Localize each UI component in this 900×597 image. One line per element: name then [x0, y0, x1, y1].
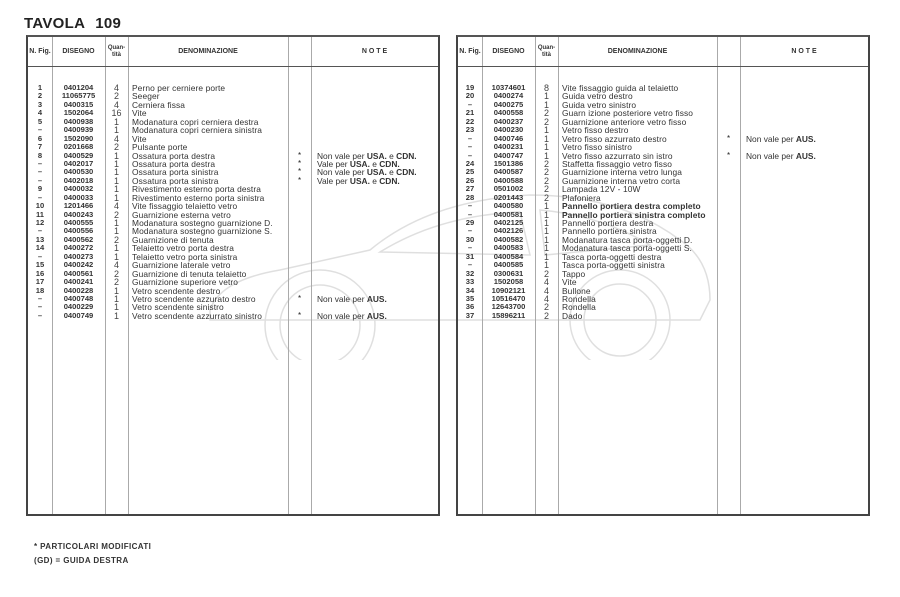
quantity-cell: 2 — [543, 167, 549, 178]
denominazione-cell: Vetro fisso sinistro — [562, 142, 632, 153]
fig-cell: 10 — [35, 201, 45, 211]
fig-cell: 33 — [465, 277, 475, 287]
disegno-cell: 0400749 — [63, 310, 94, 320]
disegno-cell: 0400555 — [63, 218, 94, 227]
fig-cell: – — [467, 133, 473, 143]
disegno-cell: 0401204 — [63, 83, 94, 92]
quantity-cell: 1 — [113, 243, 119, 254]
disegno-cell: 0400241 — [63, 277, 94, 287]
footer-note-modified: * PARTICOLARI MODIFICATI — [34, 542, 152, 551]
rows-right — [458, 84, 868, 320]
disegno-cell: 1201466 — [63, 201, 94, 211]
fig-cell: 7 — [37, 142, 43, 152]
fig-cell: 12 — [35, 218, 45, 227]
disegno-cell: 0501002 — [493, 184, 524, 194]
denominazione-cell: Rondella — [562, 302, 596, 313]
quantity-cell: 1 — [113, 293, 119, 304]
fig-cell: – — [37, 226, 43, 236]
denominazione-cell: Vetro scendente sinistro — [132, 302, 224, 313]
header-denominazione: DENOMINAZIONE — [607, 47, 668, 55]
disegno-cell: 0400581 — [493, 209, 524, 219]
quantity-cell: 1 — [543, 234, 549, 245]
fig-cell: 1 — [37, 83, 43, 92]
denominazione-cell: Vetro scendente azzurato destro — [132, 293, 256, 304]
quantity-cell: 2 — [113, 142, 119, 153]
disegno-cell: 0400230 — [493, 125, 524, 135]
quantity-cell: 1 — [113, 184, 119, 195]
denominazione-cell: Bullone — [562, 285, 591, 296]
quantity-cell: 4 — [113, 99, 119, 110]
fig-cell: 19 — [465, 83, 475, 92]
denominazione-cell: Vetro fisso destro — [562, 125, 629, 136]
denominazione-cell: Seeger — [132, 91, 160, 102]
quantity-cell: 2 — [113, 209, 119, 220]
fig-cell: – — [467, 99, 473, 109]
denominazione-cell: Ossatura porta sinistra — [132, 175, 219, 186]
disegno-cell: 0402125 — [493, 218, 524, 227]
table-header — [28, 37, 438, 67]
header-denominazione: DENOMINAZIONE — [178, 47, 238, 55]
denominazione-cell: Modanatura sostegno guarnizione D. — [132, 218, 273, 228]
modified-marker: * — [726, 150, 731, 160]
denominazione-cell: Tasca porta-oggetti sinistra — [562, 260, 665, 271]
fig-cell: 22 — [465, 116, 475, 126]
disegno-cell: 0400748 — [63, 293, 94, 303]
quantity-cell: 4 — [543, 293, 549, 304]
denominazione-cell: Dado — [562, 310, 583, 321]
note-cell: Non vale per USA. e CDN. — [317, 150, 417, 161]
modified-marker: * — [297, 293, 302, 303]
disegno-cell: 0400273 — [63, 251, 94, 261]
disegno-cell: 0400588 — [493, 175, 524, 185]
quantity-cell: 1 — [113, 116, 119, 127]
fig-cell: 18 — [35, 285, 45, 295]
modified-marker: * — [297, 158, 302, 168]
quantity-cell: 1 — [543, 150, 549, 161]
fig-cell: – — [37, 158, 43, 168]
modified-marker: * — [297, 167, 302, 177]
quantity-cell: 2 — [113, 234, 119, 245]
disegno-cell: 0402017 — [63, 158, 94, 168]
disegno-cell: 0400746 — [493, 133, 524, 143]
quantity-cell: 1 — [113, 218, 119, 228]
header-quantita: Quan- tità — [107, 44, 126, 58]
quantity-cell: 2 — [543, 108, 549, 119]
denominazione-cell: Telaietto vetro porta destra — [132, 243, 234, 254]
denominazione-cell: Guarnizione di tenuta telaietto — [132, 268, 247, 279]
disegno-cell: 0400033 — [63, 192, 94, 202]
denominazione-cell: Guarnizione interna vetro lunga — [562, 167, 682, 178]
quantity-cell: 4 — [113, 260, 119, 271]
disegno-cell: 0400556 — [63, 226, 94, 236]
denominazione-cell: Vetro fisso azzurrato sin istro — [562, 150, 673, 161]
quantity-cell: 1 — [543, 209, 549, 220]
quantity-cell: 16 — [111, 108, 122, 119]
disegno-cell: 0400229 — [63, 302, 94, 312]
header-fig: N. Fig. — [29, 47, 51, 55]
fig-cell: 28 — [465, 192, 475, 202]
fig-cell: 30 — [465, 234, 475, 244]
quantity-cell: 1 — [113, 310, 119, 321]
table-row — [458, 312, 868, 320]
header-note: N O T E — [791, 47, 817, 55]
quantity-cell: 1 — [543, 125, 549, 136]
quantity-cell: 2 — [543, 302, 549, 313]
disegno-cell: 0400561 — [63, 268, 94, 278]
denominazione-cell: Guida vetro destro — [562, 91, 633, 102]
fig-cell: 23 — [465, 125, 475, 135]
quantity-cell: 2 — [543, 175, 549, 186]
quantity-cell: 1 — [113, 125, 119, 136]
denominazione-cell: Staffetta fissaggio vetro fisso — [562, 158, 673, 169]
fig-cell: – — [37, 175, 43, 185]
denominazione-cell: Ossatura porta destra — [132, 150, 216, 161]
rows-left — [28, 84, 438, 320]
denominazione-cell: Tappo — [562, 268, 586, 279]
fig-cell: 3 — [37, 99, 43, 109]
fig-cell: – — [37, 251, 43, 261]
denominazione-cell: Vite — [132, 108, 147, 119]
denominazione-cell: Modanatura copri cerniera destra — [132, 116, 259, 127]
denominazione-cell: Plafoniera — [562, 192, 601, 203]
disegno-cell: 10902121 — [491, 285, 526, 295]
quantity-cell: 1 — [543, 91, 549, 102]
disegno-cell: 0400580 — [493, 201, 524, 211]
fig-cell: 24 — [465, 158, 475, 168]
denominazione-cell: Vite fissaggio telaietto vetro — [132, 201, 238, 212]
quantity-cell: 2 — [543, 116, 549, 127]
quantity-cell: 1 — [543, 218, 549, 228]
fig-cell: 8 — [37, 150, 43, 160]
disegno-cell: 0400243 — [63, 209, 94, 219]
fig-cell: 31 — [465, 251, 475, 261]
quantity-cell: 1 — [543, 260, 549, 271]
denominazione-cell: Rivestimento esterno porta sinistra — [132, 192, 265, 203]
denominazione-cell: Guarnizione anteriore vetro fisso — [562, 116, 687, 127]
disegno-cell: 1502090 — [63, 133, 94, 143]
header-note: N O T E — [361, 47, 388, 55]
header-quantita: Quan- tità — [537, 44, 556, 58]
header-disegno: DISEGNO — [62, 47, 95, 55]
fig-cell: 14 — [35, 243, 45, 253]
disegno-cell: 0400582 — [493, 234, 524, 244]
denominazione-cell: Guarnizione esterna vetro — [132, 209, 231, 220]
note-cell: Non vale per AUS. — [317, 293, 387, 304]
denominazione-cell: Vite — [562, 277, 577, 288]
quantity-cell: 1 — [113, 167, 119, 178]
title-label: TAVOLA — [24, 15, 86, 32]
fig-cell: – — [467, 243, 473, 253]
table-header — [458, 37, 868, 67]
fig-cell: 20 — [465, 91, 475, 101]
header-disegno: DISEGNO — [492, 47, 525, 55]
disegno-cell: 0400562 — [63, 234, 94, 244]
quantity-cell: 1 — [543, 201, 549, 212]
disegno-cell: 12643700 — [491, 302, 526, 312]
denominazione-cell: Modanatura copri cerniera sinistra — [132, 125, 263, 136]
denominazione-cell: Rondella — [562, 293, 596, 304]
denominazione-cell: Ossatura porta sinistra — [132, 167, 219, 178]
disegno-cell: 0402018 — [63, 175, 94, 185]
denominazione-cell: Cerniera fissa — [132, 99, 186, 110]
fig-cell: 16 — [35, 268, 45, 278]
denominazione-cell: Guida vetro sinistro — [562, 99, 637, 110]
fig-cell: – — [467, 226, 473, 236]
fig-cell: 9 — [37, 184, 43, 194]
disegno-cell: 0400315 — [63, 99, 94, 109]
quantity-cell: 1 — [543, 226, 549, 237]
fig-cell: 15 — [35, 260, 45, 270]
note-cell: Vale per USA. e CDN. — [317, 175, 400, 186]
disegno-cell: 0400584 — [493, 251, 524, 261]
fig-cell: 5 — [37, 116, 43, 126]
quantity-cell: 1 — [543, 133, 549, 144]
quantity-cell: 2 — [113, 268, 119, 279]
parts-table-right — [456, 35, 870, 516]
disegno-cell: 0400530 — [63, 167, 94, 177]
fig-cell: 34 — [465, 285, 475, 295]
disegno-cell: 0201668 — [63, 142, 94, 152]
fig-cell: – — [37, 293, 43, 303]
denominazione-cell: Rivestimento esterno porta destra — [132, 184, 261, 195]
fig-cell: – — [467, 260, 473, 270]
quantity-cell: 2 — [113, 91, 119, 102]
quantity-cell: 1 — [113, 150, 119, 161]
parts-table-left — [26, 35, 440, 516]
disegno-cell: 10374601 — [491, 83, 526, 92]
disegno-cell: 0400242 — [63, 260, 94, 270]
disegno-cell: 0400938 — [63, 116, 94, 126]
denominazione-cell: Pannello portiera sinistra completo — [562, 209, 706, 220]
disegno-cell: 0400583 — [493, 243, 524, 253]
header-fig: N. Fig. — [459, 47, 481, 55]
disegno-cell: 1501386 — [493, 158, 524, 168]
quantity-cell: 8 — [543, 83, 549, 93]
modified-marker: * — [297, 150, 302, 160]
quantity-cell: 2 — [113, 277, 119, 288]
disegno-cell: 0201443 — [493, 192, 524, 202]
fig-cell: 6 — [37, 133, 43, 143]
quantity-cell: 2 — [543, 192, 549, 203]
denominazione-cell: Vite fissaggio guida al telaietto — [562, 83, 679, 93]
page-title — [24, 15, 121, 32]
denominazione-cell: Modanatura sostegno guarnizione S. — [132, 226, 273, 237]
quantity-cell: 1 — [543, 243, 549, 254]
fig-cell: 26 — [465, 175, 475, 185]
fig-cell: – — [467, 201, 473, 211]
disegno-cell: 11065775 — [61, 91, 96, 101]
quantity-cell: 1 — [543, 251, 549, 262]
quantity-cell: 2 — [543, 310, 549, 321]
disegno-cell: 0400939 — [63, 125, 94, 135]
quantity-cell: 2 — [543, 184, 549, 195]
disegno-cell: 0400274 — [493, 91, 524, 101]
quantity-cell: 1 — [543, 142, 549, 153]
quantity-cell: 4 — [543, 285, 549, 296]
table-row — [28, 312, 438, 320]
modified-marker: * — [726, 133, 731, 143]
fig-cell: – — [467, 209, 473, 219]
fig-cell: 29 — [465, 218, 475, 227]
note-cell: Non vale per AUS. — [317, 310, 387, 321]
fig-cell: 17 — [35, 277, 45, 287]
quantity-cell: 1 — [113, 251, 119, 262]
fig-cell: – — [37, 302, 43, 312]
denominazione-cell: Pannello portiera destra completo — [562, 201, 701, 212]
denominazione-cell: Pulsante porte — [132, 142, 188, 153]
footer-note-gd: (GD) = GUIDA DESTRA — [34, 556, 129, 565]
fig-cell: – — [37, 310, 43, 320]
quantity-cell: 2 — [543, 268, 549, 279]
title-number: 109 — [95, 15, 122, 32]
fig-cell: 36 — [465, 302, 475, 312]
denominazione-cell: Pannello portiera sinistra — [562, 226, 657, 237]
denominazione-cell: Ossatura porta destra — [132, 158, 216, 169]
quantity-cell: 4 — [543, 277, 549, 288]
denominazione-cell: Vetro scendente azzurrato sinistro — [132, 310, 263, 321]
denominazione-cell: Perno per cerniere porte — [132, 83, 226, 93]
disegno-cell: 0400228 — [63, 285, 94, 295]
note-cell: Non vale per AUS. — [746, 133, 816, 144]
fig-cell: 11 — [35, 209, 45, 219]
denominazione-cell: Pannello portiera destra — [562, 218, 654, 228]
fig-cell: – — [37, 192, 43, 202]
quantity-cell: 1 — [543, 99, 549, 110]
quantity-cell: 2 — [543, 158, 549, 169]
disegno-cell: 10516470 — [491, 293, 526, 303]
denominazione-cell: Vetro fisso azzurrato destro — [562, 133, 667, 144]
fig-cell: – — [467, 142, 473, 152]
fig-cell: 32 — [465, 268, 475, 278]
note-cell: Non vale per AUS. — [746, 150, 816, 161]
disegno-cell: 0400558 — [493, 108, 524, 118]
denominazione-cell: Guarnizione superiore vetro — [132, 277, 239, 288]
modified-marker: * — [297, 310, 302, 320]
fig-cell: 37 — [465, 310, 475, 320]
fig-cell: 21 — [465, 108, 475, 118]
disegno-cell: 0400587 — [493, 167, 524, 177]
fig-cell: – — [467, 150, 473, 160]
denominazione-cell: Vetro scendente destro — [132, 285, 221, 296]
disegno-cell: 0400272 — [63, 243, 94, 253]
fig-cell: 13 — [35, 234, 45, 244]
note-cell: Vale per USA. e CDN. — [317, 158, 400, 169]
quantity-cell: 1 — [113, 192, 119, 203]
quantity-cell: 4 — [113, 133, 119, 144]
quantity-cell: 1 — [113, 175, 119, 186]
disegno-cell: 0400529 — [63, 150, 94, 160]
disegno-cell: 0400231 — [493, 142, 524, 152]
denominazione-cell: Guarnizione laterale vetro — [132, 260, 231, 271]
denominazione-cell: Modanatura tasca porta-oggetti D. — [562, 234, 693, 245]
quantity-cell: 1 — [113, 302, 119, 313]
quantity-cell: 4 — [113, 83, 119, 93]
denominazione-cell: Guarn izione posteriore vetro fisso — [562, 108, 694, 119]
disegno-cell: 0400275 — [493, 99, 524, 109]
fig-cell: – — [37, 167, 43, 177]
quantity-cell: 1 — [113, 285, 119, 296]
disegno-cell: 1502058 — [493, 277, 524, 287]
fig-cell: 35 — [465, 293, 475, 303]
fig-cell: 2 — [37, 91, 43, 101]
disegno-cell: 0400237 — [493, 116, 524, 126]
fig-cell: 4 — [37, 108, 43, 118]
disegno-cell: 15896211 — [491, 310, 526, 320]
disegno-cell: 0400585 — [493, 260, 524, 270]
fig-cell: – — [37, 125, 43, 135]
disegno-cell: 0400747 — [493, 150, 524, 160]
quantity-cell: 1 — [113, 158, 119, 169]
disegno-cell: 0400032 — [63, 184, 94, 194]
fig-cell: 25 — [465, 167, 475, 177]
denominazione-cell: Modanatura tasca porta-oggetti S. — [562, 243, 692, 254]
denominazione-cell: Guarnizione interna vetro corta — [562, 175, 681, 186]
quantity-cell: 1 — [113, 226, 119, 237]
denominazione-cell: Vite — [132, 133, 147, 144]
note-cell: Non vale per USA. e CDN. — [317, 167, 417, 178]
quantity-cell: 4 — [113, 201, 119, 212]
denominazione-cell: Telaietto vetro porta sinistra — [132, 251, 238, 262]
denominazione-cell: Tasca porta-oggetti destra — [562, 251, 662, 262]
disegno-cell: 0402126 — [493, 226, 524, 236]
modified-marker: * — [297, 175, 302, 185]
fig-cell: 27 — [465, 184, 475, 194]
disegno-cell: 0300631 — [493, 268, 524, 278]
denominazione-cell: Lampada 12V - 10W — [562, 184, 641, 195]
denominazione-cell: Guarnizione di tenuta — [132, 234, 214, 245]
disegno-cell: 1502064 — [63, 108, 94, 118]
